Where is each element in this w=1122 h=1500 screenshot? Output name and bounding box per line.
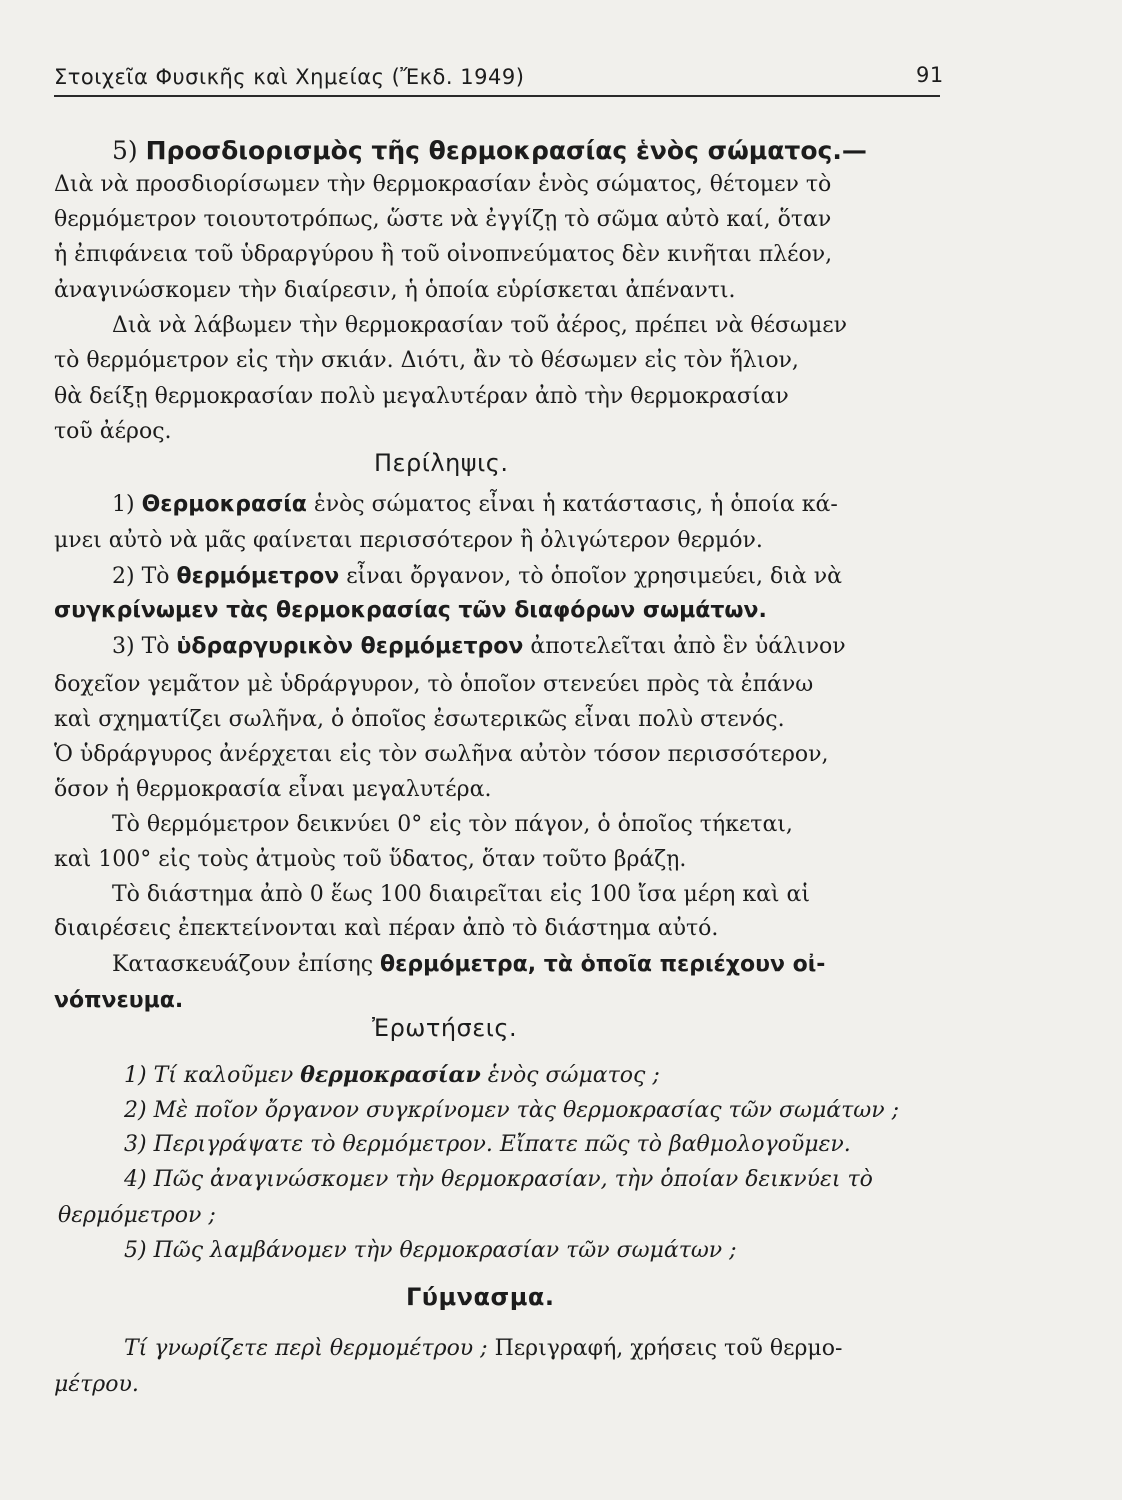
bold-definition-line: συγκρίνωμεν τὰς θερμοκρασίας τῶν διαφόρων σωμάτων.	[54, 598, 767, 623]
paragraph-line: καὶ σχηματίζει σωλῆνα, ὁ ὁποῖος ἐσωτερικῶς εἶναι πολὺ στενός.	[54, 707, 785, 732]
paragraph-line: τὸ θερμόμετρον εἰς τὴν σκιάν. Διότι, ἂν τὸ θέσωμεν εἰς τὸν ἥλιον,	[54, 348, 799, 373]
term-alcohol-thermometers: θερμόμετρα, τὰ ὁποῖα περιέχουν οἰ-	[380, 952, 826, 977]
paragraph-line: Ὁ ὑδράργυρος ἀνέρχεται εἰς τὸν σωλῆνα αὐτὸν τόσον περισσότερον,	[54, 742, 829, 767]
question-1	[124, 1060, 660, 1091]
paragraph-line: Διὰ νὰ λάβωμεν τὴν θερμοκρασίαν τοῦ ἀέρος, πρέπει νὰ θέσωμεν	[112, 313, 848, 338]
exercise-prompt: Περιγραφή, χρήσεις τοῦ θερμο-	[487, 1336, 843, 1361]
paragraph-line: Τὸ θερμόμετρον δεικνύει 0° εἰς τὸν πάγον, ὁ ὁποῖος τήκεται,	[112, 812, 793, 837]
summary-item-1-text: ἑνὸς σώματος εἶναι ἡ κατάστασις, ἡ ὁποία κά-	[306, 492, 838, 517]
paragraph-line: διαιρέσεις ἐπεκτείνονται καὶ πέραν ἀπὸ τὸ διάστημα αὐτό.	[54, 916, 719, 941]
summary-item-3-alcohol	[112, 950, 825, 980]
section-title: Προσδιορισμὸς τῆς θερμοκρασίας ἑνὸς σώματος.—	[145, 136, 867, 165]
exercise-line	[124, 1334, 842, 1364]
term-thermometer: θερμόμετρον	[176, 564, 340, 589]
question-2: 2) Μὲ ποῖον ὄργανον συγκρίνομεν τὰς θερμοκρασίας τῶν σωμάτων ;	[124, 1098, 900, 1123]
summary-item-1-number: 1)	[112, 492, 142, 517]
paragraph-line: θὰ δείξῃ θερμοκρασίαν πολὺ μεγαλυτέραν ἀπὸ τὴν θερμοκρασίαν	[54, 384, 789, 409]
section-number: 5)	[112, 136, 138, 165]
summary-item-2-number: 2) Τὸ	[112, 564, 177, 589]
question-1-end: ἑνὸς σώματος ;	[480, 1063, 660, 1088]
summary-item-3	[112, 632, 846, 662]
summary-heading: Περίληψις.	[374, 449, 509, 477]
exercise-question: Τί γνωρίζετε περὶ θερμομέτρου ;	[124, 1336, 488, 1361]
question-1-term: θερμοκρασίαν	[300, 1062, 481, 1088]
term-temperature: Θερμοκρασία	[141, 492, 307, 517]
section-heading	[112, 136, 867, 166]
paragraph-line: θερμόμετρον τοιουτοτρόπως, ὥστε νὰ ἐγγίζῃ τὸ σῶμα αὐτὸ καί, ὅταν	[54, 207, 832, 232]
header-rule	[54, 95, 940, 97]
question-4-cont: θερμόμετρον ;	[58, 1203, 216, 1228]
question-3: 3) Περιγράψατε τὸ θερμόμετρον. Εἴπατε πῶς τὸ βαθμολογοῦμεν.	[124, 1132, 851, 1157]
running-header-title: Στοιχεῖα Φυσικῆς καὶ Χημείας (Ἔκδ. 1949)	[54, 65, 525, 89]
summary-item-1	[112, 490, 838, 520]
paragraph-line: Τὸ διάστημα ἀπὸ 0 ἕως 100 διαιρεῖται εἰς 100 ἴσα μέρη καὶ αἱ	[112, 882, 811, 907]
paragraph-line: ἀναγινώσκομεν τὴν διαίρεσιν, ἡ ὁποία εὑρίσκεται ἀπέναντι.	[54, 278, 736, 303]
paragraph-line: καὶ 100° εἰς τοὺς ἀτμοὺς τοῦ ὕδατος, ὅταν τοῦτο βράζῃ.	[54, 847, 687, 872]
paragraph-line: μνει αὐτὸ νὰ μᾶς φαίνεται περισσότερον ἢ ὀλιγώτερον θερμόν.	[54, 528, 763, 553]
summary-item-3-text: ἀποτελεῖται ἀπὸ ἓν ὑάλινον	[523, 634, 846, 659]
paragraph-line: ὅσον ἡ θερμοκρασία εἶναι μεγαλυτέρα.	[54, 777, 492, 802]
question-4: 4) Πῶς ἀναγινώσκομεν τὴν θερμοκρασίαν, τὴν ὁποίαν δεικνύει τὸ	[124, 1167, 873, 1192]
question-5: 5) Πῶς λαμβάνομεν τὴν θερμοκρασίαν τῶν σωμάτων ;	[124, 1238, 737, 1263]
page-number: 91	[916, 63, 944, 87]
summary-item-3-number: 3) Τὸ	[112, 634, 177, 659]
summary-item-2-text: εἶναι ὄργανον, τὸ ὁποῖον χρησιμεύει, διὰ νὰ	[339, 564, 842, 589]
paragraph-line: τοῦ ἀέρος.	[54, 419, 172, 444]
paragraph-line: δοχεῖον γεμᾶτον μὲ ὑδράργυρον, τὸ ὁποῖον στενεύει πρὸς τὰ ἐπάνω	[54, 672, 814, 697]
question-1-start: 1) Τί καλοῦμεν	[124, 1063, 301, 1088]
questions-heading: Ἐρωτήσεις.	[372, 1014, 518, 1042]
term-alcohol-cont: νόπνευμα.	[54, 988, 184, 1013]
alcohol-intro: Κατασκευάζουν ἐπίσης	[112, 952, 381, 977]
summary-item-2	[112, 562, 842, 592]
term-mercury-thermometer: ὑδραργυρικὸν θερμόμετρον	[176, 634, 524, 659]
paragraph-line: Διὰ νὰ προσδιορίσωμεν τὴν θερμοκρασίαν ἑνὸς σώματος, θέτομεν τὸ	[54, 172, 832, 197]
exercise-line-cont: μέτρου.	[54, 1372, 139, 1397]
exercise-heading: Γύμνασμα.	[406, 1283, 555, 1311]
paragraph-line: ἡ ἐπιφάνεια τοῦ ὑδραργύρου ἢ τοῦ οἰνοπνεύματος δὲν κινῆται πλέον,	[54, 242, 833, 267]
